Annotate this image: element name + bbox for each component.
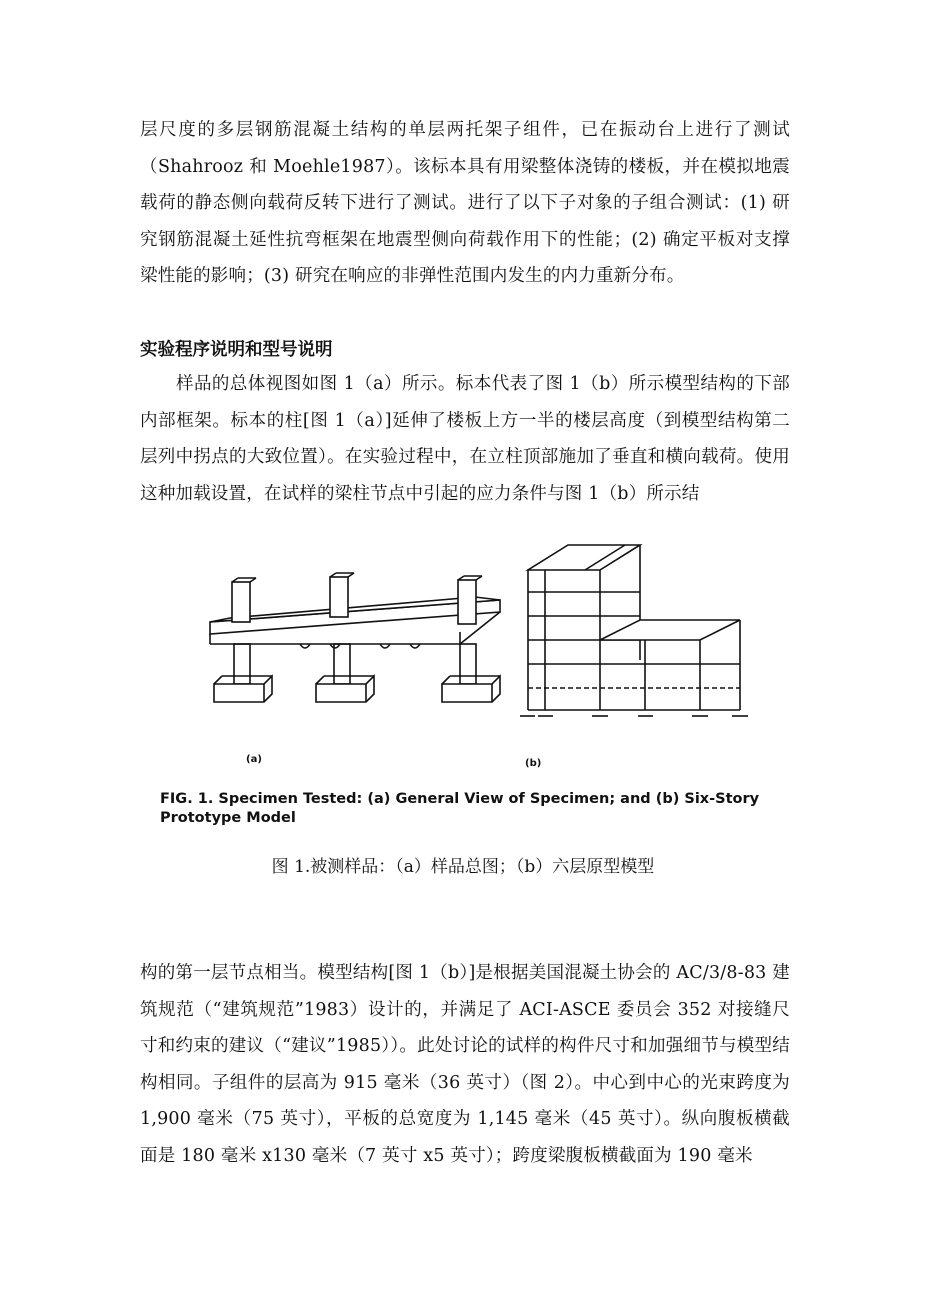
figure-caption-english: FIG. 1. Specimen Tested: (a) General View of Specimen; and (b) Six-Story Prototype Model xyxy=(160,791,760,826)
subfigure-label-a: (a) xyxy=(246,754,262,765)
subfigure-label-b: (b) xyxy=(525,758,542,769)
figure-1-drawing xyxy=(140,540,790,780)
figure-caption-chinese: 图 1.被测样品：（a）样品总图；（b）六层原型模型 xyxy=(271,857,655,877)
specimen-drawing xyxy=(210,573,500,702)
paragraph-specimen: 样品的总体视图如图 1（a）所示。标本代表了图 1（b）所示模型结构的下部内部框架。标本的柱[图 1（a）]延伸了楼板上方一半的楼层高度（到模型结构第二层列中拐点的大致位置）。在实验过程中，在立柱顶部施加了垂直和横向载荷。使用这种加载设置，在试样的梁柱节点中引起的应力条件与图 1（b）所示结 xyxy=(140,374,790,504)
paragraph-prototype: 构的第一层节点相当。模型结构[图 1（b）]是根据美国混凝土协会的 AC/3/8-83 建筑规范（“建筑规范”1983）设计的，并满足了 ACI-ASCE 委员会 352 对接缝尺寸和约束的建议（“建议”1985））。此处讨论的试样的构件尺寸和加强细节与模型结构相同。子组件的层高为 915 毫米（36 英寸）（图 2）。中心到中心的光束跨度为 1,900 毫米（75 英寸），平板的总宽度为 1,145 毫米（45 英寸）。纵向腹板横截面是 180 毫米 x130 毫米（7 英寸 x5 英寸）；跨度梁腹板横截面为 190 毫米 xyxy=(140,963,790,1166)
paragraph-intro: 层尺度的多层钢筋混凝土结构的单层两托架子组件，已在振动台上进行了测试（Shahrooz 和 Moehle1987）。该标本具有用梁整体浇铸的楼板，并在模拟地震载荷的静态侧向载荷反转下进行了测试。进行了以下子对象的子组合测试：(1) 研究钢筋混凝土延性抗弯框架在地震型侧向荷载作用下的性能；(2) 确定平板对支撑梁性能的影响；(3) 研究在响应的非弹性范围内发生的内力重新分布。 xyxy=(140,120,790,286)
prototype-drawing xyxy=(520,545,748,716)
section-heading: 实验程序说明和型号说明 xyxy=(140,340,333,360)
